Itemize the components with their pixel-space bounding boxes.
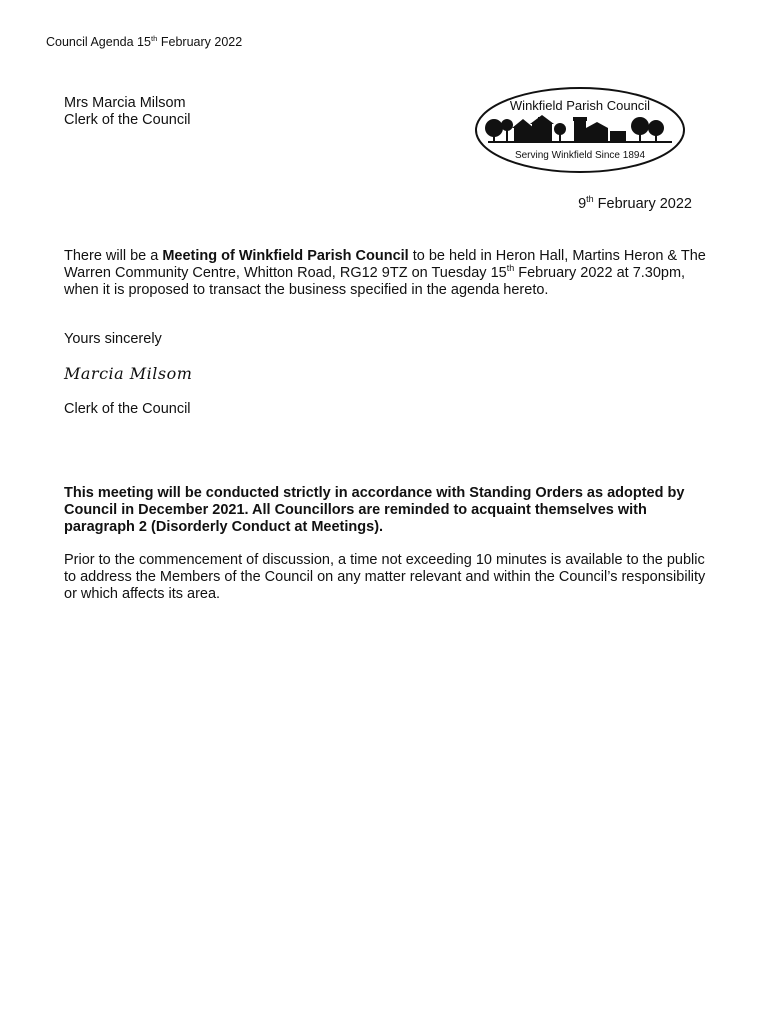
intro-sup: th bbox=[506, 263, 515, 274]
header-sup: th bbox=[150, 33, 158, 43]
header-suffix: February 2022 bbox=[157, 35, 243, 49]
header-prefix: Council Agenda 15 bbox=[46, 35, 151, 49]
closing-line: Yours sincerely bbox=[64, 331, 162, 347]
handwritten-signature: Marcia Milsom bbox=[64, 364, 193, 383]
date-rest: February 2022 bbox=[593, 196, 692, 212]
date-day: 9 bbox=[578, 196, 587, 212]
running-header bbox=[46, 35, 242, 49]
village-skyline-icon bbox=[485, 115, 672, 143]
signatory-title: Clerk of the Council bbox=[64, 401, 191, 417]
standing-orders-notice: This meeting will be conducted strictly in accordance with Standing Orders as adopted by Council in December 2021. All Councillors are reminded to acquaint themselves with paragraph 2 (Disorderly Conduct at Meetings). bbox=[64, 485, 685, 535]
sender-title: Clerk of the Council bbox=[64, 112, 191, 128]
letter-date bbox=[578, 196, 692, 212]
parish-council-logo bbox=[474, 86, 686, 174]
logo-name: Winkfield Parish Council bbox=[509, 98, 651, 113]
logo-tagline: Serving Winkfield Since 1894 bbox=[514, 150, 646, 161]
intro-mid: to be held in Heron Hall, Martins Heron & The Warren Community Centre, Whitton Road, RG12 9TZ on Tuesday 15 bbox=[64, 248, 706, 281]
intro-pre: There will be a bbox=[64, 248, 163, 264]
public-participation-paragraph: Prior to the commencement of discussion, a time not exceeding 10 minutes is available to the public to address the Members of the Council on any matter relevant and within the Council’s responsibility or which affects its area. bbox=[64, 552, 706, 602]
intro-meeting-name: Meeting of Winkfield Parish Council bbox=[162, 248, 409, 264]
sender-block bbox=[64, 95, 191, 129]
date-sup: th bbox=[586, 194, 594, 205]
sender-name: Mrs Marcia Milsom bbox=[64, 95, 186, 111]
intro-post: February 2022 at 7.30pm, when it is proposed to transact the business specified in the agenda hereto. bbox=[64, 265, 686, 298]
meeting-intro-paragraph bbox=[64, 248, 714, 299]
